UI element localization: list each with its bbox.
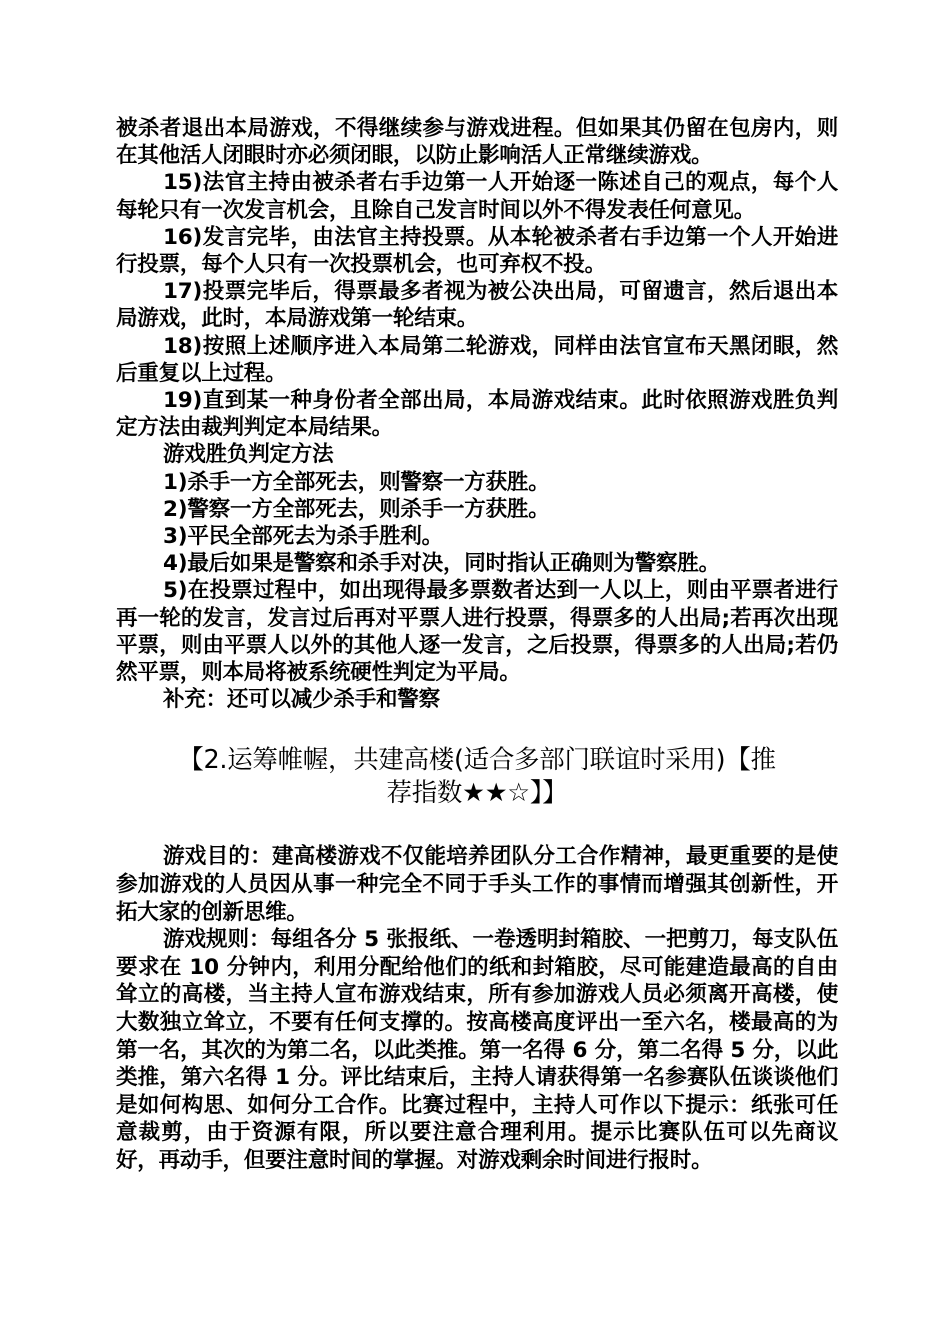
paragraph-rule-18: 18)按照上述顺序进入本局第二轮游戏，同样由法官宣布天黑闭眼，然后重复以上过程。 <box>116 333 838 386</box>
heading-line-2: 荐指数★★☆】】 <box>386 778 568 809</box>
paragraph-rule-19: 19)直到某一种身份者全部出局，本局游戏结束。此时依照游戏胜负判定方法由裁判判定本局结果。 <box>116 388 838 441</box>
paragraph-victory-method-title: 游戏胜负判定方法 <box>163 442 334 468</box>
paragraph-victory-2: 2)警察一方全部死去，则杀手一方获胜。 <box>163 496 550 522</box>
paragraph-victory-1: 1)杀手一方全部死去，则警察一方获胜。 <box>163 469 550 495</box>
paragraph-rule-16: 16)发言完毕，由法官主持投票。从本轮被杀者右手边第一个人开始进行投票，每个人只有一次投票机会，也可弃权不投。 <box>116 224 838 278</box>
paragraph-victory-3: 3)平民全部死去为杀手胜利。 <box>163 524 443 550</box>
paragraph-game-purpose: 游戏目的：建高楼游戏不仅能培养团队分工合作精神，最更重要的是使参加游戏的人员因从事一种完全不同于手头工作的事情而增强其创新性，开拓大家的创新思维。 <box>116 844 838 925</box>
document-page <box>116 115 838 1175</box>
paragraph-game-rules: 游戏规则：每组各分 5 张报纸、一卷透明封箱胶、一把剪刀，每支队伍要求在 10 分钟内，利用分配给他们的纸和封箱胶，尽可能建造最高的自由耸立的高楼，当主持人宣布游戏结束，所有参加游戏人员必须离开高楼，使大数独立耸立，不要有任何支撑的。按高楼高度评出一至六名，楼最高的为第一名，其次的为第二名，以此类推。第一名得 6 分，第二名得 5 分，以此类推，第六名得 1 分。评比结束后，主持人请获得第一名参赛队伍谈谈他们是如何构思、如何分工合作。比赛过程中，主持人可作以下提示：纸张可任意裁剪，由于资源有限，所以要注意合理利用。提示比赛队伍可以先商议好，再动手，但要注意时间的掌握。对游戏剩余时间进行报时。 <box>116 927 838 1173</box>
paragraph-victory-4: 4)最后如果是警察和杀手对决，同时指认正确则为警察胜。 <box>163 551 720 577</box>
paragraph-killed-player-rule: 被杀者退出本局游戏，不得继续参与游戏进程。但如果其仍留在包房内，则在其他活人闭眼时亦必须闭眼，以防止影响活人正常继续游戏。 <box>116 116 838 169</box>
paragraph-rule-17: 17)投票完毕后，得票最多者视为被公决出局，可留遗言，然后退出本局游戏，此时，本局游戏第一轮结束。 <box>116 279 838 332</box>
paragraph-victory-5: 5)在投票过程中，如出现得最多票数者达到一人以上，则由平票者进行再一轮的发言，发言过后再对平票人进行投票，得票多的人出局;若再次出现平票，则由平票人以外的其他人逐一发言，之后投票，得票多的人出局;若仍然平票，则本局将被系统硬性判定为平局。 <box>116 578 838 686</box>
heading-line-1: 【2.运筹帷幄，共建高楼(适合多部门联谊时采用)【推 <box>178 745 776 776</box>
section-heading-build-tower <box>116 744 838 810</box>
section-build-tower <box>116 843 838 1174</box>
section-rules-continued <box>116 115 838 713</box>
paragraph-supplement: 补充：还可以减少杀手和警察 <box>163 687 440 713</box>
paragraph-rule-15: 15)法官主持由被杀者右手边第一人开始逐一陈述自己的观点，每个人每轮只有一次发言机会，且除自己发言时间以外不得发表任何意见。 <box>116 170 838 223</box>
